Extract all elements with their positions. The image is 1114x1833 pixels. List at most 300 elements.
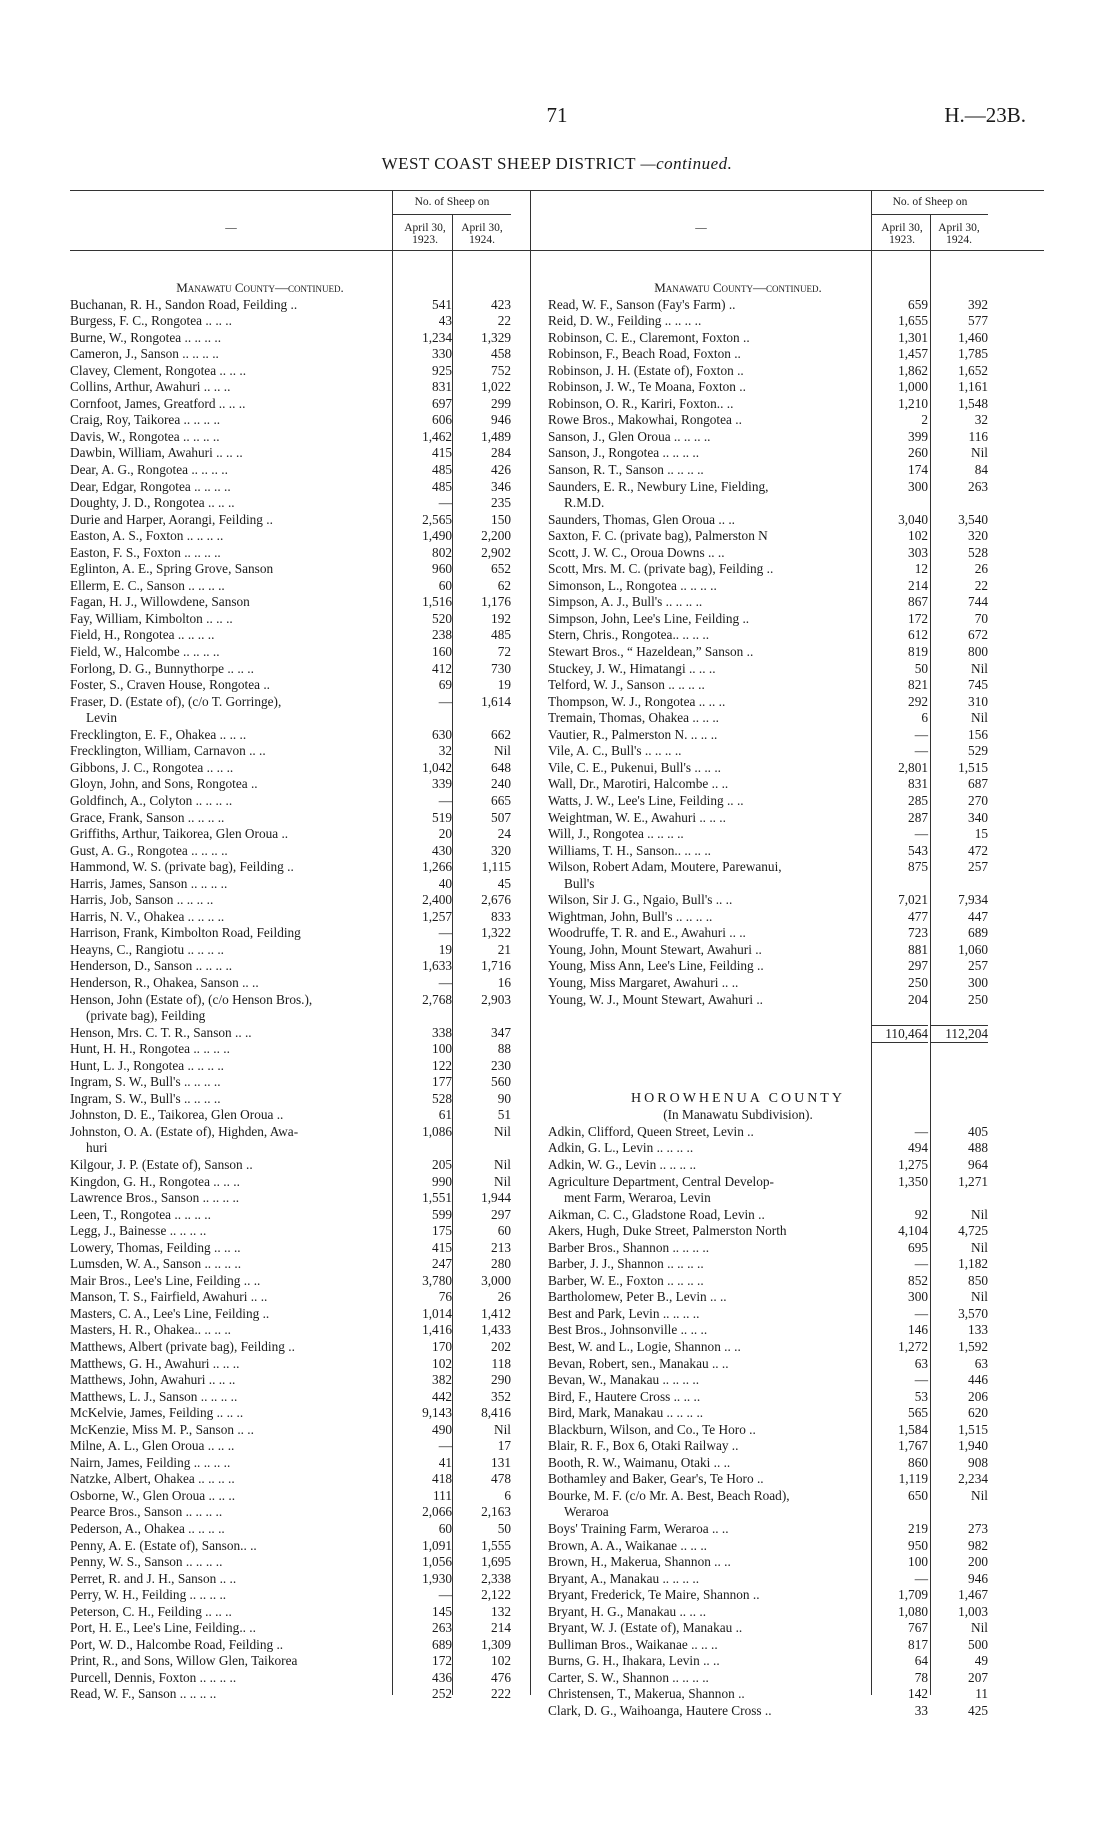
owner-name: huri <box>86 1140 108 1156</box>
owner-name: Cornfoot, James, Greatford .. .. .. <box>70 395 246 411</box>
table-row <box>70 297 511 314</box>
sheep-1924: 528 <box>968 544 988 560</box>
table-row <box>548 942 989 959</box>
title-text: WEST COAST SHEEP DISTRICT <box>381 154 636 173</box>
sheep-1923: 852 <box>908 1272 928 1288</box>
sheep-1924: 652 <box>491 561 511 577</box>
sheep-1923: 1,000 <box>898 379 928 395</box>
sheep-1923: 817 <box>908 1636 928 1652</box>
sheep-1924: 22 <box>974 577 988 593</box>
sheep-1924: 11 <box>975 1686 988 1702</box>
sheep-1924: 2,903 <box>481 991 511 1007</box>
sheep-1923: 415 <box>432 445 452 461</box>
table-row <box>70 1455 511 1472</box>
sheep-1923: — <box>914 726 928 742</box>
table-row <box>70 1538 511 1555</box>
sheep-1924: 297 <box>491 1206 511 1222</box>
owner-name: Bevan, Robert, sen., Manakau .. .. <box>548 1355 729 1371</box>
sheep-1923: 541 <box>432 296 452 312</box>
sheep-1924: 478 <box>491 1471 511 1487</box>
sheep-1923: 1,584 <box>898 1421 928 1437</box>
owner-name: Tremain, Thomas, Ohakea .. .. .. <box>548 710 719 726</box>
county-heading <box>70 280 511 297</box>
sheep-1923: 399 <box>908 428 928 444</box>
sheep-1924: 207 <box>968 1669 988 1685</box>
table-row <box>70 1653 511 1670</box>
owner-name: Heayns, C., Rangiotu .. .. .. .. <box>70 941 225 957</box>
sheep-1924: 1,695 <box>481 1554 511 1570</box>
table-row <box>548 412 989 429</box>
table-row <box>70 743 511 760</box>
table-row <box>70 1157 511 1174</box>
owner-name: Williams, T. H., Sanson.. .. .. .. <box>548 842 711 858</box>
sheep-1924: 1,489 <box>481 428 511 444</box>
owner-name: Ingram, S. W., Bull's .. .. .. .. <box>70 1074 221 1090</box>
sheep-1924: 240 <box>491 776 511 792</box>
table-row <box>70 661 511 678</box>
page-title <box>0 154 1114 174</box>
sheep-1924: 50 <box>497 1521 511 1537</box>
sheep-1923: 145 <box>432 1603 452 1619</box>
sheep-1923: 695 <box>908 1239 928 1255</box>
table-row <box>548 1521 989 1538</box>
owner-name: Adkin, G. L., Levin .. .. .. .. <box>548 1140 694 1156</box>
sheep-1923: 43 <box>438 313 452 329</box>
table-row <box>70 445 511 462</box>
owner-name: Sanson, J., Glen Oroua .. .. .. .. <box>548 428 711 444</box>
owner-name: Boys' Training Farm, Weraroa .. .. <box>548 1521 729 1537</box>
table-row <box>548 1405 989 1422</box>
sheep-1923: 9,143 <box>422 1405 452 1421</box>
sheep-1924: 347 <box>491 1024 511 1040</box>
table-row <box>70 793 511 810</box>
owner-name: Gibbons, J. C., Rongotea .. .. .. <box>70 759 234 775</box>
table-row <box>548 992 989 1009</box>
table-row <box>548 1058 989 1075</box>
sheep-1923: 436 <box>432 1669 452 1685</box>
sheep-1924: 150 <box>491 511 511 527</box>
sheep-1924: 425 <box>968 1703 988 1719</box>
sheep-1924: 4,725 <box>958 1223 988 1239</box>
sheep-1924: 1,176 <box>481 594 511 610</box>
sheep-1923: 881 <box>908 941 928 957</box>
owner-name: Robinson, F., Beach Road, Foxton .. <box>548 346 741 362</box>
sheep-1924: 17 <box>497 1438 511 1454</box>
sheep-1923: 33 <box>914 1703 928 1719</box>
owner-name: Dear, Edgar, Rongotea .. .. .. .. <box>70 478 231 494</box>
table-row <box>70 1405 511 1422</box>
table-row <box>548 1686 989 1703</box>
table-row <box>70 1223 511 1240</box>
owner-name: Frecklington, William, Carnavon .. .. <box>70 743 266 759</box>
table-row <box>548 1504 989 1521</box>
table-row <box>548 1637 989 1654</box>
table-row <box>548 313 989 330</box>
owner-name: Ingram, S. W., Bull's .. .. .. .. <box>70 1090 221 1106</box>
sheep-1924: 300 <box>968 974 988 990</box>
sheep-1924: 745 <box>968 677 988 693</box>
sheep-1924: 2,234 <box>958 1471 988 1487</box>
sheep-1923: 172 <box>908 610 928 626</box>
sheep-1924: 222 <box>491 1686 511 1702</box>
sheep-1924: 672 <box>968 627 988 643</box>
owner-name: Field, W., Halcombe .. .. .. .. <box>70 644 220 660</box>
owner-name: Young, John, Mount Stewart, Awahuri .. <box>548 941 762 957</box>
owner-name: Sanson, J., Rongotea .. .. .. .. <box>548 445 700 461</box>
table-row <box>70 429 511 446</box>
page-number: 71 <box>546 103 568 127</box>
table-row <box>70 876 511 893</box>
table-row <box>548 429 989 446</box>
sheep-1923: — <box>438 1438 452 1454</box>
right-column <box>548 280 989 1720</box>
owner-name: Brown, H., Makerua, Shannon .. .. <box>548 1554 731 1570</box>
table-row <box>548 1488 989 1505</box>
sheep-1923: 2,768 <box>422 991 452 1007</box>
sheep-1924: 446 <box>968 1372 988 1388</box>
owner-name: Matthews, Albert (private bag), Feilding .. <box>70 1339 295 1354</box>
table-row <box>548 1554 989 1571</box>
owner-name: Purcell, Dennis, Foxton .. .. .. .. <box>70 1669 237 1685</box>
sheep-1923: 831 <box>432 379 452 395</box>
sheep-1923: — <box>914 1256 928 1272</box>
owner-name: Hunt, H. H., Rongotea .. .. .. .. <box>70 1041 230 1057</box>
table-row <box>70 810 511 827</box>
table-row <box>548 727 989 744</box>
sheep-1923: 1,862 <box>898 362 928 378</box>
owner-name: Harris, Job, Sanson .. .. .. .. <box>70 892 214 908</box>
sheep-1924: 1,716 <box>481 958 511 974</box>
table-row <box>70 1025 511 1042</box>
sheep-1923: 494 <box>908 1140 928 1156</box>
owner-name: Manson, T. S., Fairfield, Awahuri .. .. <box>70 1289 268 1305</box>
owner-name: Bird, Mark, Manakau .. .. .. .. <box>548 1405 704 1421</box>
owner-name: Bothamley and Baker, Gear's, Te Horo .. <box>548 1471 764 1487</box>
sheep-1924: 6 <box>504 1487 511 1503</box>
sheep-1923: 303 <box>908 544 928 560</box>
sheep-1924: 320 <box>491 842 511 858</box>
owner-name: Easton, F. S., Foxton .. .. .. .. <box>70 544 221 560</box>
sheep-1923: 606 <box>432 412 452 428</box>
sheep-1924: 488 <box>968 1140 988 1156</box>
table-row <box>548 909 989 926</box>
sheep-1924: 340 <box>968 809 988 825</box>
table-row <box>70 1240 511 1257</box>
table-row <box>70 1471 511 1488</box>
sheep-1924: Nil <box>494 1156 511 1172</box>
owner-name: Pearce Bros., Sanson .. .. .. .. <box>70 1504 223 1520</box>
owner-name: Woodruffe, T. R. and E., Awahuri .. .. <box>548 925 746 941</box>
table-row <box>70 1041 511 1058</box>
owner-name: Henson, Mrs. C. T. R., Sanson .. .. <box>70 1024 252 1040</box>
sheep-1924: 206 <box>968 1388 988 1404</box>
owner-name: Henson, John (Estate of), (c/o Henson Bros.), <box>70 991 313 1007</box>
table-row <box>548 1174 989 1191</box>
table-row <box>548 760 989 777</box>
owner-name: Young, Miss Ann, Lee's Line, Feilding .. <box>548 958 764 974</box>
sheep-1923: 300 <box>908 478 928 494</box>
table-row <box>70 330 511 347</box>
sheep-1923: 174 <box>908 462 928 478</box>
sheep-1924: 1,944 <box>481 1190 511 1206</box>
sheep-1924: 392 <box>968 296 988 312</box>
sheep-1923: 238 <box>432 627 452 643</box>
table-row <box>548 677 989 694</box>
sheep-1923: 519 <box>432 809 452 825</box>
sheep-1923: 64 <box>914 1653 928 1669</box>
sheep-1923: 821 <box>908 677 928 693</box>
table-row <box>70 578 511 595</box>
table-row <box>70 379 511 396</box>
table-row <box>70 495 511 512</box>
sheep-1924: 88 <box>497 1041 511 1057</box>
table-row <box>548 1273 989 1290</box>
table-row <box>70 363 511 380</box>
sheep-1923: 418 <box>432 1471 452 1487</box>
table-row <box>548 644 989 661</box>
owner-name: Thompson, W. J., Rongotea .. .. .. <box>548 693 726 709</box>
sheep-1923: 172 <box>432 1653 452 1669</box>
sheep-1924: 2,338 <box>481 1570 511 1586</box>
owner-name: Vile, A. C., Bull's .. .. .. .. <box>548 743 682 759</box>
sheep-1923: 219 <box>908 1521 928 1537</box>
owner-name: Masters, C. A., Lee's Line, Feilding .. <box>70 1305 270 1321</box>
owner-name: Vile, C. E., Pukenui, Bull's .. .. .. <box>548 759 721 775</box>
sheep-1924: 1,785 <box>958 346 988 362</box>
table-row <box>70 627 511 644</box>
table-row <box>548 826 989 843</box>
sheep-1923: 250 <box>908 974 928 990</box>
table-row <box>548 776 989 793</box>
sheep-1923: 2,400 <box>422 892 452 908</box>
sheep-1923: 205 <box>432 1156 452 1172</box>
table-row <box>70 1058 511 1075</box>
owner-name: Reid, D. W., Feilding .. .. .. .. <box>548 313 702 329</box>
sheep-1923: 697 <box>432 395 452 411</box>
table-row <box>70 1339 511 1356</box>
table-row <box>70 677 511 694</box>
sheep-1924: 16 <box>497 974 511 990</box>
table-row <box>70 346 511 363</box>
table-row <box>70 710 511 727</box>
table-row <box>70 644 511 661</box>
sheep-1923: 442 <box>432 1388 452 1404</box>
sheep-1924: 620 <box>968 1405 988 1421</box>
owner-name: (In Manawatu Subdivision). <box>663 1107 813 1123</box>
table-row <box>548 1455 989 1472</box>
owner-name: Kilgour, J. P. (Estate of), Sanson .. <box>70 1156 253 1172</box>
sheep-1924: 60 <box>497 1223 511 1239</box>
sheep-1923: — <box>914 1305 928 1321</box>
sheep-1923: 1,416 <box>422 1322 452 1338</box>
table-row <box>548 594 989 611</box>
sheep-1923: 32 <box>438 743 452 759</box>
owner-name: Easton, A. S., Foxton .. .. .. .. <box>70 528 224 544</box>
sheep-1923: 659 <box>908 296 928 312</box>
sheep-1924: 3,540 <box>958 511 988 527</box>
table-row <box>548 1471 989 1488</box>
sheep-1924: Nil <box>494 743 511 759</box>
table-row <box>548 843 989 860</box>
sheep-1923: 1,272 <box>898 1339 928 1354</box>
sheep-1924: 200 <box>968 1554 988 1570</box>
sheep-1923: 767 <box>908 1620 928 1636</box>
sheep-1924: 1,329 <box>481 329 511 345</box>
sheep-1923: — <box>438 974 452 990</box>
table-row <box>548 1074 989 1091</box>
document-code: H.—23B. <box>944 103 1026 127</box>
owner-name: Harris, N. V., Ohakea .. .. .. .. <box>70 908 225 924</box>
table-row <box>548 1389 989 1406</box>
owner-name: Best, W. and L., Logie, Shannon .. .. <box>548 1339 741 1354</box>
owner-name: Matthews, G. H., Awahuri .. .. .. <box>70 1355 240 1371</box>
table-row <box>548 627 989 644</box>
owner-name: Young, W. J., Mount Stewart, Awahuri .. <box>548 991 763 1007</box>
owner-name: Burns, G. H., Ihakara, Levin .. .. <box>548 1653 720 1669</box>
table-row <box>70 694 511 711</box>
owner-name: Lowery, Thomas, Feilding .. .. .. <box>70 1239 241 1255</box>
sheep-1923: 1,275 <box>898 1156 928 1172</box>
sheep-1923: 92 <box>914 1206 928 1222</box>
table-row <box>70 909 511 926</box>
sheep-1924: 1,412 <box>481 1305 511 1321</box>
table-row <box>70 1273 511 1290</box>
sheep-1924: 116 <box>968 428 988 444</box>
table-row <box>70 992 511 1009</box>
sheep-1924: 1,322 <box>481 925 511 941</box>
sheep-1924: 19 <box>497 677 511 693</box>
left-header-b: April 30, 1924. <box>461 222 503 246</box>
sheep-1924: Nil <box>971 1487 988 1503</box>
sheep-1924: 15 <box>974 826 988 842</box>
sheep-1923: 170 <box>432 1339 452 1354</box>
table-row <box>70 1140 511 1157</box>
owner-name: Johnston, D. E., Taikorea, Glen Oroua .. <box>70 1107 284 1123</box>
owner-name: Scott, J. W. C., Oroua Downs .. .. <box>548 544 725 560</box>
sheep-1923: 3,040 <box>898 511 928 527</box>
county-heading <box>548 280 989 297</box>
table-row <box>548 1620 989 1637</box>
owner-name: Harrison, Frank, Kimbolton Road, Feilding <box>70 925 301 941</box>
sheep-1923: 285 <box>908 792 928 808</box>
owner-name: Pederson, A., Ohakea .. .. .. .. <box>70 1521 225 1537</box>
owner-name: Perret, R. and J. H., Sanson .. .. <box>70 1570 237 1586</box>
table-row <box>70 611 511 628</box>
sheep-1923: — <box>438 693 452 709</box>
sheep-1924: Nil <box>971 1239 988 1255</box>
owner-name: Cameron, J., Sanson .. .. .. .. <box>70 346 219 362</box>
table-row <box>70 1504 511 1521</box>
sheep-1923: 1,056 <box>422 1554 452 1570</box>
table-row <box>548 1223 989 1240</box>
sheep-1923: — <box>438 1587 452 1603</box>
sheep-1923: 1,930 <box>422 1570 452 1586</box>
sheep-1923: 339 <box>432 776 452 792</box>
table-row <box>548 1256 989 1273</box>
table-row <box>548 810 989 827</box>
table-row <box>548 1438 989 1455</box>
table-row <box>548 1207 989 1224</box>
table-row <box>70 1124 511 1141</box>
sheep-1923: 122 <box>432 1057 452 1073</box>
sheep-1923: 1,257 <box>422 908 452 924</box>
sheep-1924: 507 <box>491 809 511 825</box>
owner-name: Harris, James, Sanson .. .. .. .. <box>70 875 228 891</box>
table-row <box>70 479 511 496</box>
owner-name: Hunt, L. J., Rongotea .. .. .. .. <box>70 1057 225 1073</box>
owner-name: Sanson, R. T., Sanson .. .. .. .. <box>548 462 704 478</box>
owner-name: Robinson, J. W., Te Moana, Foxton .. <box>548 379 746 395</box>
owner-name: Telford, W. J., Sanson .. .. .. .. <box>548 677 705 693</box>
owner-name: Barber, W. E., Foxton .. .. .. .. <box>548 1272 704 1288</box>
sheep-1924: 2,200 <box>481 528 511 544</box>
sheep-1923: — <box>438 792 452 808</box>
sheep-1923: 76 <box>438 1289 452 1305</box>
table-row <box>70 561 511 578</box>
sheep-1923: 263 <box>432 1620 452 1636</box>
sheep-1923: 875 <box>908 859 928 875</box>
sheep-1923: 802 <box>432 544 452 560</box>
owner-name: Durie and Harper, Aorangi, Feilding .. <box>70 511 273 527</box>
owner-name: Craig, Roy, Taikorea .. .. .. .. <box>70 412 221 428</box>
sheep-1923: 1,042 <box>422 759 452 775</box>
owner-name: McKenzie, Miss M. P., Sanson .. .. <box>70 1421 254 1437</box>
owner-name: Collins, Arthur, Awahuri .. .. .. <box>70 379 231 395</box>
sheep-1923: 4,104 <box>898 1223 928 1239</box>
owner-name: Henderson, R., Ohakea, Sanson .. .. <box>70 974 259 990</box>
right-header-a: April 30, 1923. <box>881 222 923 246</box>
owner-name: Simpson, John, Lee's Line, Feilding .. <box>548 610 750 626</box>
table-row <box>70 1256 511 1273</box>
owner-name: Best and Park, Levin .. .. .. .. <box>548 1305 700 1321</box>
sheep-1923: 177 <box>432 1074 452 1090</box>
table-row <box>70 594 511 611</box>
owner-name: Mair Bros., Lee's Line, Feilding .. .. <box>70 1272 261 1288</box>
table-row <box>548 859 989 876</box>
sheep-1924: 476 <box>491 1669 511 1685</box>
sheep-1924: 1,467 <box>958 1587 988 1603</box>
sheep-1923: 960 <box>432 561 452 577</box>
sheep-1924: 133 <box>968 1322 988 1338</box>
sheep-1924: Nil <box>494 1173 511 1189</box>
sheep-1924: 290 <box>491 1372 511 1388</box>
heading-text: Manawatu County—continued. <box>654 280 822 295</box>
sheep-1923: 990 <box>432 1173 452 1189</box>
sheep-1923: — <box>914 1123 928 1139</box>
sheep-1924: 730 <box>491 660 511 676</box>
sheep-1924: 310 <box>968 693 988 709</box>
owner-name: Burgess, F. C., Rongotea .. .. .. <box>70 313 232 329</box>
sheep-1924: 1,940 <box>958 1438 988 1454</box>
owner-name: Best Bros., Johnsonville .. .. .. <box>548 1322 708 1338</box>
sheep-1924: Nil <box>971 1620 988 1636</box>
table-row <box>70 760 511 777</box>
owner-name: Perry, W. H., Feilding .. .. .. .. <box>70 1587 227 1603</box>
sheep-1924: 8,416 <box>481 1405 511 1421</box>
sheep-1923: 415 <box>432 1239 452 1255</box>
owner-name: Matthews, John, Awahuri .. .. .. <box>70 1372 236 1388</box>
sheep-1924: 235 <box>491 495 511 511</box>
owner-name: Goldfinch, A., Colyton .. .. .. .. <box>70 792 233 808</box>
sheep-1924: 273 <box>968 1521 988 1537</box>
table-row <box>70 1107 511 1124</box>
sheep-1923: 110,464 <box>871 1025 928 1044</box>
sheep-1923: 612 <box>908 627 928 643</box>
sheep-1923: 867 <box>908 594 928 610</box>
table-row <box>548 578 989 595</box>
owner-name: Fay, William, Kimbolton .. .. .. <box>70 610 233 626</box>
table-row <box>548 1107 989 1124</box>
